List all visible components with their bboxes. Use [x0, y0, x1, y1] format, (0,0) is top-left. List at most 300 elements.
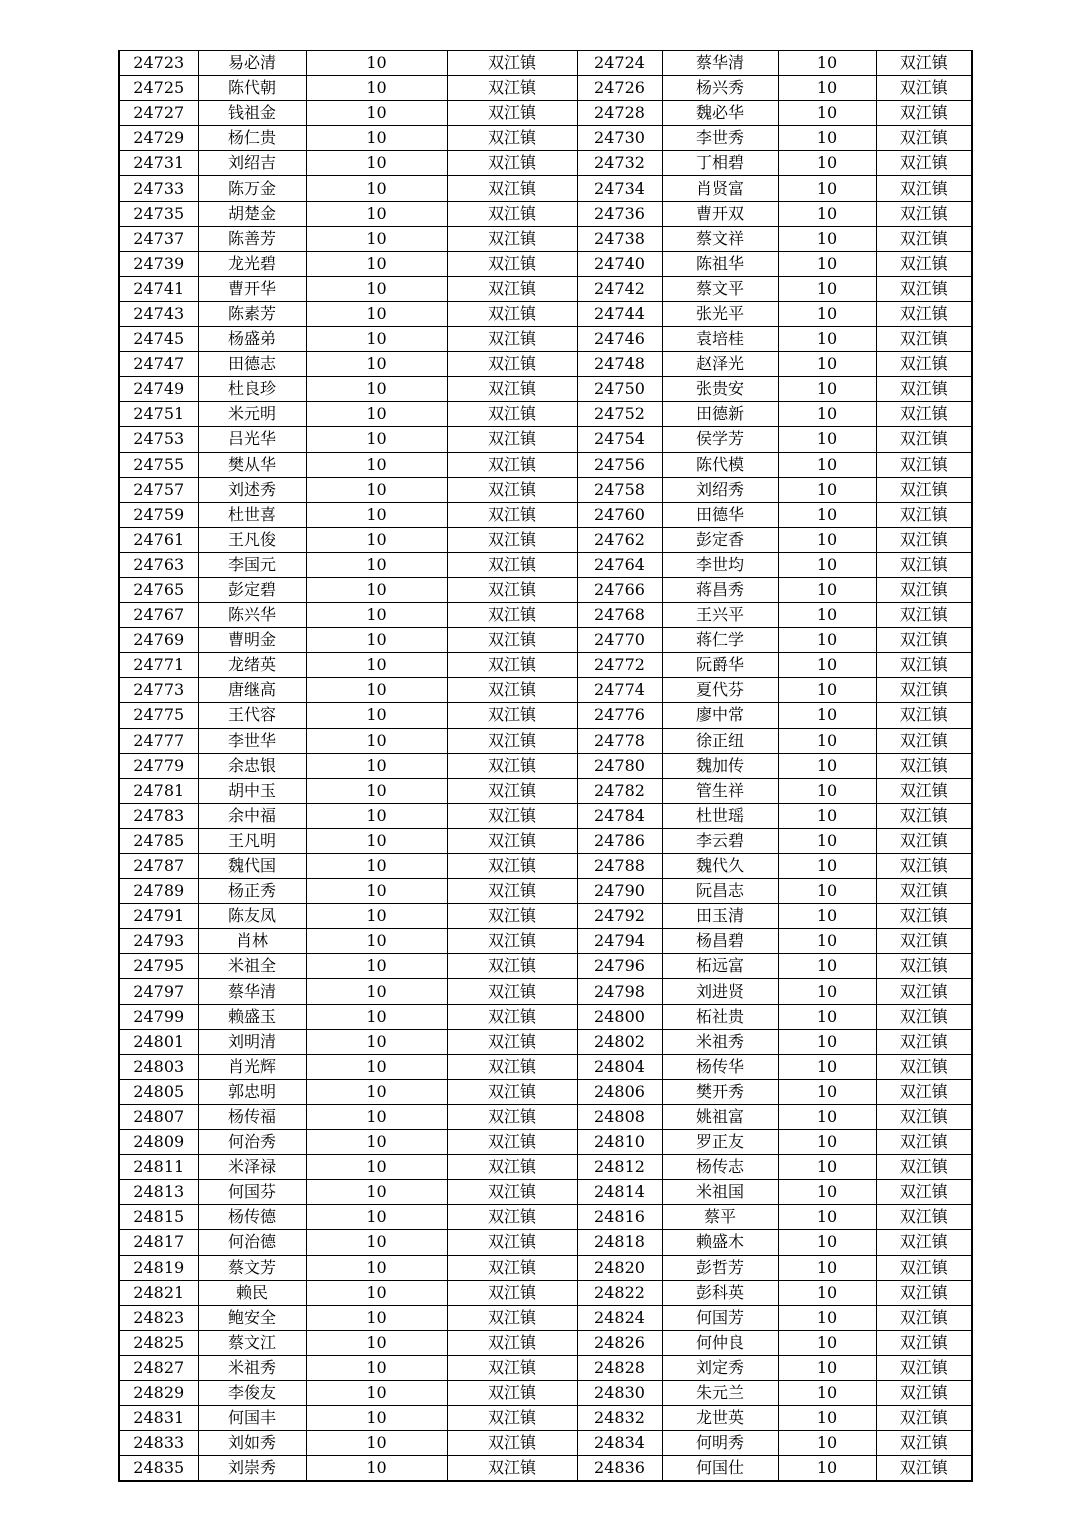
record-id-right: 24764 [577, 552, 662, 577]
table-row [119, 753, 972, 778]
town-right: 双江镇 [876, 452, 972, 477]
record-id-right: 24758 [577, 477, 662, 502]
amount-right: 10 [778, 1054, 876, 1079]
record-id-left: 24733 [119, 176, 198, 201]
person-name-left: 陈兴华 [198, 603, 306, 628]
person-name-right: 杨传志 [662, 1155, 778, 1180]
table-row [119, 577, 972, 602]
person-name-right: 何国芳 [662, 1305, 778, 1330]
record-id-left: 24767 [119, 603, 198, 628]
person-name-right: 米祖秀 [662, 1029, 778, 1054]
amount-right: 10 [778, 854, 876, 879]
person-name-right: 何仲良 [662, 1330, 778, 1355]
record-id-left: 24807 [119, 1104, 198, 1129]
person-name-left: 龙光碧 [198, 251, 306, 276]
town-left: 双江镇 [447, 76, 577, 101]
record-id-right: 24730 [577, 126, 662, 151]
amount-left: 10 [306, 728, 447, 753]
town-left: 双江镇 [447, 101, 577, 126]
amount-left: 10 [306, 402, 447, 427]
amount-right: 10 [778, 402, 876, 427]
town-right: 双江镇 [876, 1330, 972, 1355]
amount-right: 10 [778, 477, 876, 502]
town-right: 双江镇 [876, 1104, 972, 1129]
table-row [119, 1280, 972, 1305]
record-id-right: 24806 [577, 1079, 662, 1104]
amount-left: 10 [306, 126, 447, 151]
person-name-right: 张光平 [662, 301, 778, 326]
person-name-left: 杜良珍 [198, 377, 306, 402]
town-right: 双江镇 [876, 1255, 972, 1280]
person-name-left: 杨仁贵 [198, 126, 306, 151]
person-name-right: 王兴平 [662, 603, 778, 628]
person-name-left: 米元明 [198, 402, 306, 427]
person-name-left: 彭定碧 [198, 577, 306, 602]
amount-right: 10 [778, 1280, 876, 1305]
town-left: 双江镇 [447, 151, 577, 176]
amount-left: 10 [306, 251, 447, 276]
record-id-right: 24752 [577, 402, 662, 427]
amount-right: 10 [778, 1255, 876, 1280]
amount-left: 10 [306, 904, 447, 929]
town-left: 双江镇 [447, 678, 577, 703]
record-id-left: 24789 [119, 879, 198, 904]
record-id-right: 24726 [577, 76, 662, 101]
record-id-left: 24773 [119, 678, 198, 703]
town-left: 双江镇 [447, 1130, 577, 1155]
town-left: 双江镇 [447, 1230, 577, 1255]
town-left: 双江镇 [447, 1305, 577, 1330]
amount-left: 10 [306, 552, 447, 577]
record-id-left: 24799 [119, 1004, 198, 1029]
person-name-right: 彭哲芳 [662, 1255, 778, 1280]
town-right: 双江镇 [876, 251, 972, 276]
record-id-right: 24766 [577, 577, 662, 602]
record-id-right: 24822 [577, 1280, 662, 1305]
town-left: 双江镇 [447, 803, 577, 828]
amount-left: 10 [306, 1330, 447, 1355]
person-name-left: 赖民 [198, 1280, 306, 1305]
record-id-right: 24814 [577, 1180, 662, 1205]
amount-right: 10 [778, 51, 876, 76]
person-name-right: 蒋仁学 [662, 628, 778, 653]
town-left: 双江镇 [447, 1355, 577, 1380]
record-id-right: 24792 [577, 904, 662, 929]
person-name-right: 阮爵华 [662, 653, 778, 678]
table-row [119, 1029, 972, 1054]
table-row [119, 201, 972, 226]
town-right: 双江镇 [876, 1355, 972, 1380]
person-name-left: 李世华 [198, 728, 306, 753]
table-row [119, 828, 972, 853]
town-right: 双江镇 [876, 1180, 972, 1205]
record-id-left: 24727 [119, 101, 198, 126]
record-id-left: 24747 [119, 352, 198, 377]
table-row [119, 126, 972, 151]
record-id-right: 24808 [577, 1104, 662, 1129]
person-name-left: 魏代国 [198, 854, 306, 879]
amount-right: 10 [778, 251, 876, 276]
record-id-left: 24817 [119, 1230, 198, 1255]
town-right: 双江镇 [876, 1155, 972, 1180]
amount-left: 10 [306, 678, 447, 703]
table-row [119, 427, 972, 452]
amount-right: 10 [778, 101, 876, 126]
table-row [119, 879, 972, 904]
record-id-right: 24826 [577, 1330, 662, 1355]
amount-left: 10 [306, 377, 447, 402]
table-row [119, 1255, 972, 1280]
person-name-left: 钱祖金 [198, 101, 306, 126]
amount-left: 10 [306, 101, 447, 126]
amount-right: 10 [778, 703, 876, 728]
record-id-left: 24771 [119, 653, 198, 678]
amount-left: 10 [306, 1054, 447, 1079]
town-left: 双江镇 [447, 1456, 577, 1482]
record-id-right: 24812 [577, 1155, 662, 1180]
record-id-left: 24797 [119, 979, 198, 1004]
person-name-left: 蔡文芳 [198, 1255, 306, 1280]
amount-right: 10 [778, 753, 876, 778]
amount-left: 10 [306, 1406, 447, 1431]
person-name-right: 侯学芳 [662, 427, 778, 452]
town-left: 双江镇 [447, 477, 577, 502]
amount-right: 10 [778, 427, 876, 452]
town-right: 双江镇 [876, 176, 972, 201]
town-left: 双江镇 [447, 1079, 577, 1104]
record-id-right: 24818 [577, 1230, 662, 1255]
person-name-left: 李国元 [198, 552, 306, 577]
record-id-left: 24743 [119, 301, 198, 326]
table-body [119, 51, 972, 1482]
person-name-right: 刘进贤 [662, 979, 778, 1004]
record-id-right: 24786 [577, 828, 662, 853]
amount-left: 10 [306, 201, 447, 226]
person-name-left: 杨传福 [198, 1104, 306, 1129]
person-name-right: 李世均 [662, 552, 778, 577]
amount-left: 10 [306, 1305, 447, 1330]
person-name-left: 余中福 [198, 803, 306, 828]
person-name-right: 罗正友 [662, 1130, 778, 1155]
town-right: 双江镇 [876, 653, 972, 678]
person-name-left: 王凡明 [198, 828, 306, 853]
town-left: 双江镇 [447, 703, 577, 728]
table-row [119, 151, 972, 176]
person-name-right: 魏必华 [662, 101, 778, 126]
person-name-left: 陈万金 [198, 176, 306, 201]
town-right: 双江镇 [876, 778, 972, 803]
record-id-right: 24770 [577, 628, 662, 653]
town-left: 双江镇 [447, 728, 577, 753]
record-id-left: 24791 [119, 904, 198, 929]
table-row [119, 502, 972, 527]
person-name-left: 曹明金 [198, 628, 306, 653]
amount-right: 10 [778, 628, 876, 653]
town-left: 双江镇 [447, 603, 577, 628]
record-id-left: 24811 [119, 1155, 198, 1180]
amount-right: 10 [778, 1079, 876, 1104]
table-row [119, 1380, 972, 1405]
amount-right: 10 [778, 1431, 876, 1456]
record-id-left: 24835 [119, 1456, 198, 1482]
person-name-left: 郭忠明 [198, 1079, 306, 1104]
town-left: 双江镇 [447, 427, 577, 452]
record-id-left: 24801 [119, 1029, 198, 1054]
amount-right: 10 [778, 577, 876, 602]
amount-right: 10 [778, 929, 876, 954]
record-id-left: 24755 [119, 452, 198, 477]
amount-right: 10 [778, 904, 876, 929]
person-name-left: 赖盛玉 [198, 1004, 306, 1029]
record-id-left: 24729 [119, 126, 198, 151]
record-id-left: 24749 [119, 377, 198, 402]
record-id-right: 24746 [577, 327, 662, 352]
table-row [119, 778, 972, 803]
amount-left: 10 [306, 276, 447, 301]
record-id-left: 24763 [119, 552, 198, 577]
person-name-left: 肖光辉 [198, 1054, 306, 1079]
town-right: 双江镇 [876, 527, 972, 552]
town-left: 双江镇 [447, 1180, 577, 1205]
table-row [119, 1004, 972, 1029]
record-id-right: 24728 [577, 101, 662, 126]
amount-left: 10 [306, 1456, 447, 1482]
table-row [119, 51, 972, 76]
person-name-left: 鲍安全 [198, 1305, 306, 1330]
person-name-right: 龙世英 [662, 1406, 778, 1431]
record-id-right: 24738 [577, 226, 662, 251]
amount-left: 10 [306, 1130, 447, 1155]
table-row [119, 1130, 972, 1155]
amount-left: 10 [306, 1380, 447, 1405]
person-name-left: 陈代朝 [198, 76, 306, 101]
town-right: 双江镇 [876, 879, 972, 904]
town-left: 双江镇 [447, 1004, 577, 1029]
town-left: 双江镇 [447, 1380, 577, 1405]
amount-left: 10 [306, 502, 447, 527]
amount-right: 10 [778, 502, 876, 527]
record-id-left: 24725 [119, 76, 198, 101]
amount-right: 10 [778, 1305, 876, 1330]
town-left: 双江镇 [447, 276, 577, 301]
record-id-right: 24798 [577, 979, 662, 1004]
amount-right: 10 [778, 728, 876, 753]
person-name-left: 何国丰 [198, 1406, 306, 1431]
table-row [119, 854, 972, 879]
record-id-right: 24742 [577, 276, 662, 301]
table-row [119, 76, 972, 101]
amount-left: 10 [306, 477, 447, 502]
record-id-left: 24735 [119, 201, 198, 226]
table-row [119, 904, 972, 929]
record-id-left: 24821 [119, 1280, 198, 1305]
record-id-right: 24780 [577, 753, 662, 778]
person-name-right: 蔡文平 [662, 276, 778, 301]
town-left: 双江镇 [447, 226, 577, 251]
record-id-right: 24790 [577, 879, 662, 904]
table-row [119, 251, 972, 276]
person-name-left: 刘明清 [198, 1029, 306, 1054]
record-id-right: 24788 [577, 854, 662, 879]
record-id-right: 24768 [577, 603, 662, 628]
record-id-left: 24765 [119, 577, 198, 602]
record-id-left: 24723 [119, 51, 198, 76]
person-name-left: 何治德 [198, 1230, 306, 1255]
town-left: 双江镇 [447, 51, 577, 76]
person-name-right: 张贵安 [662, 377, 778, 402]
amount-left: 10 [306, 954, 447, 979]
person-name-right: 管生祥 [662, 778, 778, 803]
record-id-left: 24827 [119, 1355, 198, 1380]
town-right: 双江镇 [876, 126, 972, 151]
town-left: 双江镇 [447, 778, 577, 803]
amount-left: 10 [306, 226, 447, 251]
person-name-left: 田德志 [198, 352, 306, 377]
amount-left: 10 [306, 352, 447, 377]
person-name-right: 李世秀 [662, 126, 778, 151]
table-row [119, 176, 972, 201]
person-name-left: 陈友凤 [198, 904, 306, 929]
amount-left: 10 [306, 753, 447, 778]
table-row [119, 1054, 972, 1079]
amount-right: 10 [778, 1406, 876, 1431]
record-id-left: 24761 [119, 527, 198, 552]
record-id-right: 24734 [577, 176, 662, 201]
record-id-right: 24750 [577, 377, 662, 402]
amount-right: 10 [778, 176, 876, 201]
town-right: 双江镇 [876, 979, 972, 1004]
town-right: 双江镇 [876, 1054, 972, 1079]
town-left: 双江镇 [447, 753, 577, 778]
record-id-right: 24782 [577, 778, 662, 803]
person-name-right: 柘远富 [662, 954, 778, 979]
amount-left: 10 [306, 929, 447, 954]
town-right: 双江镇 [876, 502, 972, 527]
town-right: 双江镇 [876, 201, 972, 226]
record-id-right: 24816 [577, 1205, 662, 1230]
town-left: 双江镇 [447, 879, 577, 904]
amount-right: 10 [778, 377, 876, 402]
amount-left: 10 [306, 1355, 447, 1380]
record-id-right: 24796 [577, 954, 662, 979]
record-id-right: 24772 [577, 653, 662, 678]
amount-left: 10 [306, 778, 447, 803]
table-row [119, 1456, 972, 1482]
town-right: 双江镇 [876, 929, 972, 954]
person-name-left: 胡楚金 [198, 201, 306, 226]
amount-left: 10 [306, 327, 447, 352]
record-id-right: 24774 [577, 678, 662, 703]
record-id-right: 24724 [577, 51, 662, 76]
town-right: 双江镇 [876, 1004, 972, 1029]
town-right: 双江镇 [876, 603, 972, 628]
table-row [119, 101, 972, 126]
person-name-left: 王代容 [198, 703, 306, 728]
town-right: 双江镇 [876, 628, 972, 653]
town-right: 双江镇 [876, 352, 972, 377]
record-id-left: 24809 [119, 1130, 198, 1155]
person-name-left: 龙绪英 [198, 653, 306, 678]
table-row [119, 678, 972, 703]
town-left: 双江镇 [447, 854, 577, 879]
record-id-right: 24754 [577, 427, 662, 452]
person-name-left: 刘崇秀 [198, 1456, 306, 1482]
record-id-left: 24777 [119, 728, 198, 753]
town-right: 双江镇 [876, 151, 972, 176]
table-row [119, 1205, 972, 1230]
person-name-right: 陈祖华 [662, 251, 778, 276]
record-id-left: 24779 [119, 753, 198, 778]
record-id-right: 24834 [577, 1431, 662, 1456]
amount-left: 10 [306, 1029, 447, 1054]
town-right: 双江镇 [876, 954, 972, 979]
town-left: 双江镇 [447, 904, 577, 929]
town-right: 双江镇 [876, 276, 972, 301]
record-id-left: 24781 [119, 778, 198, 803]
town-left: 双江镇 [447, 201, 577, 226]
amount-right: 10 [778, 226, 876, 251]
record-id-left: 24785 [119, 828, 198, 853]
person-name-right: 姚祖富 [662, 1104, 778, 1129]
amount-right: 10 [778, 327, 876, 352]
amount-right: 10 [778, 301, 876, 326]
table-row [119, 377, 972, 402]
record-id-right: 24776 [577, 703, 662, 728]
amount-left: 10 [306, 603, 447, 628]
amount-left: 10 [306, 176, 447, 201]
person-name-left: 杨盛弟 [198, 327, 306, 352]
amount-right: 10 [778, 653, 876, 678]
person-name-left: 余忠银 [198, 753, 306, 778]
record-id-left: 24739 [119, 251, 198, 276]
table-row [119, 301, 972, 326]
record-id-right: 24748 [577, 352, 662, 377]
amount-right: 10 [778, 552, 876, 577]
record-id-right: 24804 [577, 1054, 662, 1079]
person-name-right: 陈代模 [662, 452, 778, 477]
table-row [119, 1406, 972, 1431]
person-name-right: 杨昌碧 [662, 929, 778, 954]
town-right: 双江镇 [876, 1456, 972, 1482]
record-id-left: 24757 [119, 477, 198, 502]
person-name-right: 李云碧 [662, 828, 778, 853]
person-name-left: 樊从华 [198, 452, 306, 477]
person-name-right: 蔡华清 [662, 51, 778, 76]
town-right: 双江镇 [876, 803, 972, 828]
town-left: 双江镇 [447, 176, 577, 201]
town-left: 双江镇 [447, 1255, 577, 1280]
person-name-right: 蔡平 [662, 1205, 778, 1230]
person-name-left: 何治秀 [198, 1130, 306, 1155]
person-name-left: 唐继高 [198, 678, 306, 703]
town-left: 双江镇 [447, 1104, 577, 1129]
person-name-right: 柘社贵 [662, 1004, 778, 1029]
table-row [119, 327, 972, 352]
town-right: 双江镇 [876, 327, 972, 352]
person-name-left: 刘如秀 [198, 1431, 306, 1456]
town-left: 双江镇 [447, 929, 577, 954]
table-row [119, 979, 972, 1004]
town-left: 双江镇 [447, 452, 577, 477]
amount-left: 10 [306, 1079, 447, 1104]
town-left: 双江镇 [447, 1431, 577, 1456]
record-id-right: 24732 [577, 151, 662, 176]
person-name-right: 何明秀 [662, 1431, 778, 1456]
amount-right: 10 [778, 1104, 876, 1129]
person-name-right: 杜世瑶 [662, 803, 778, 828]
town-right: 双江镇 [876, 904, 972, 929]
town-left: 双江镇 [447, 1205, 577, 1230]
